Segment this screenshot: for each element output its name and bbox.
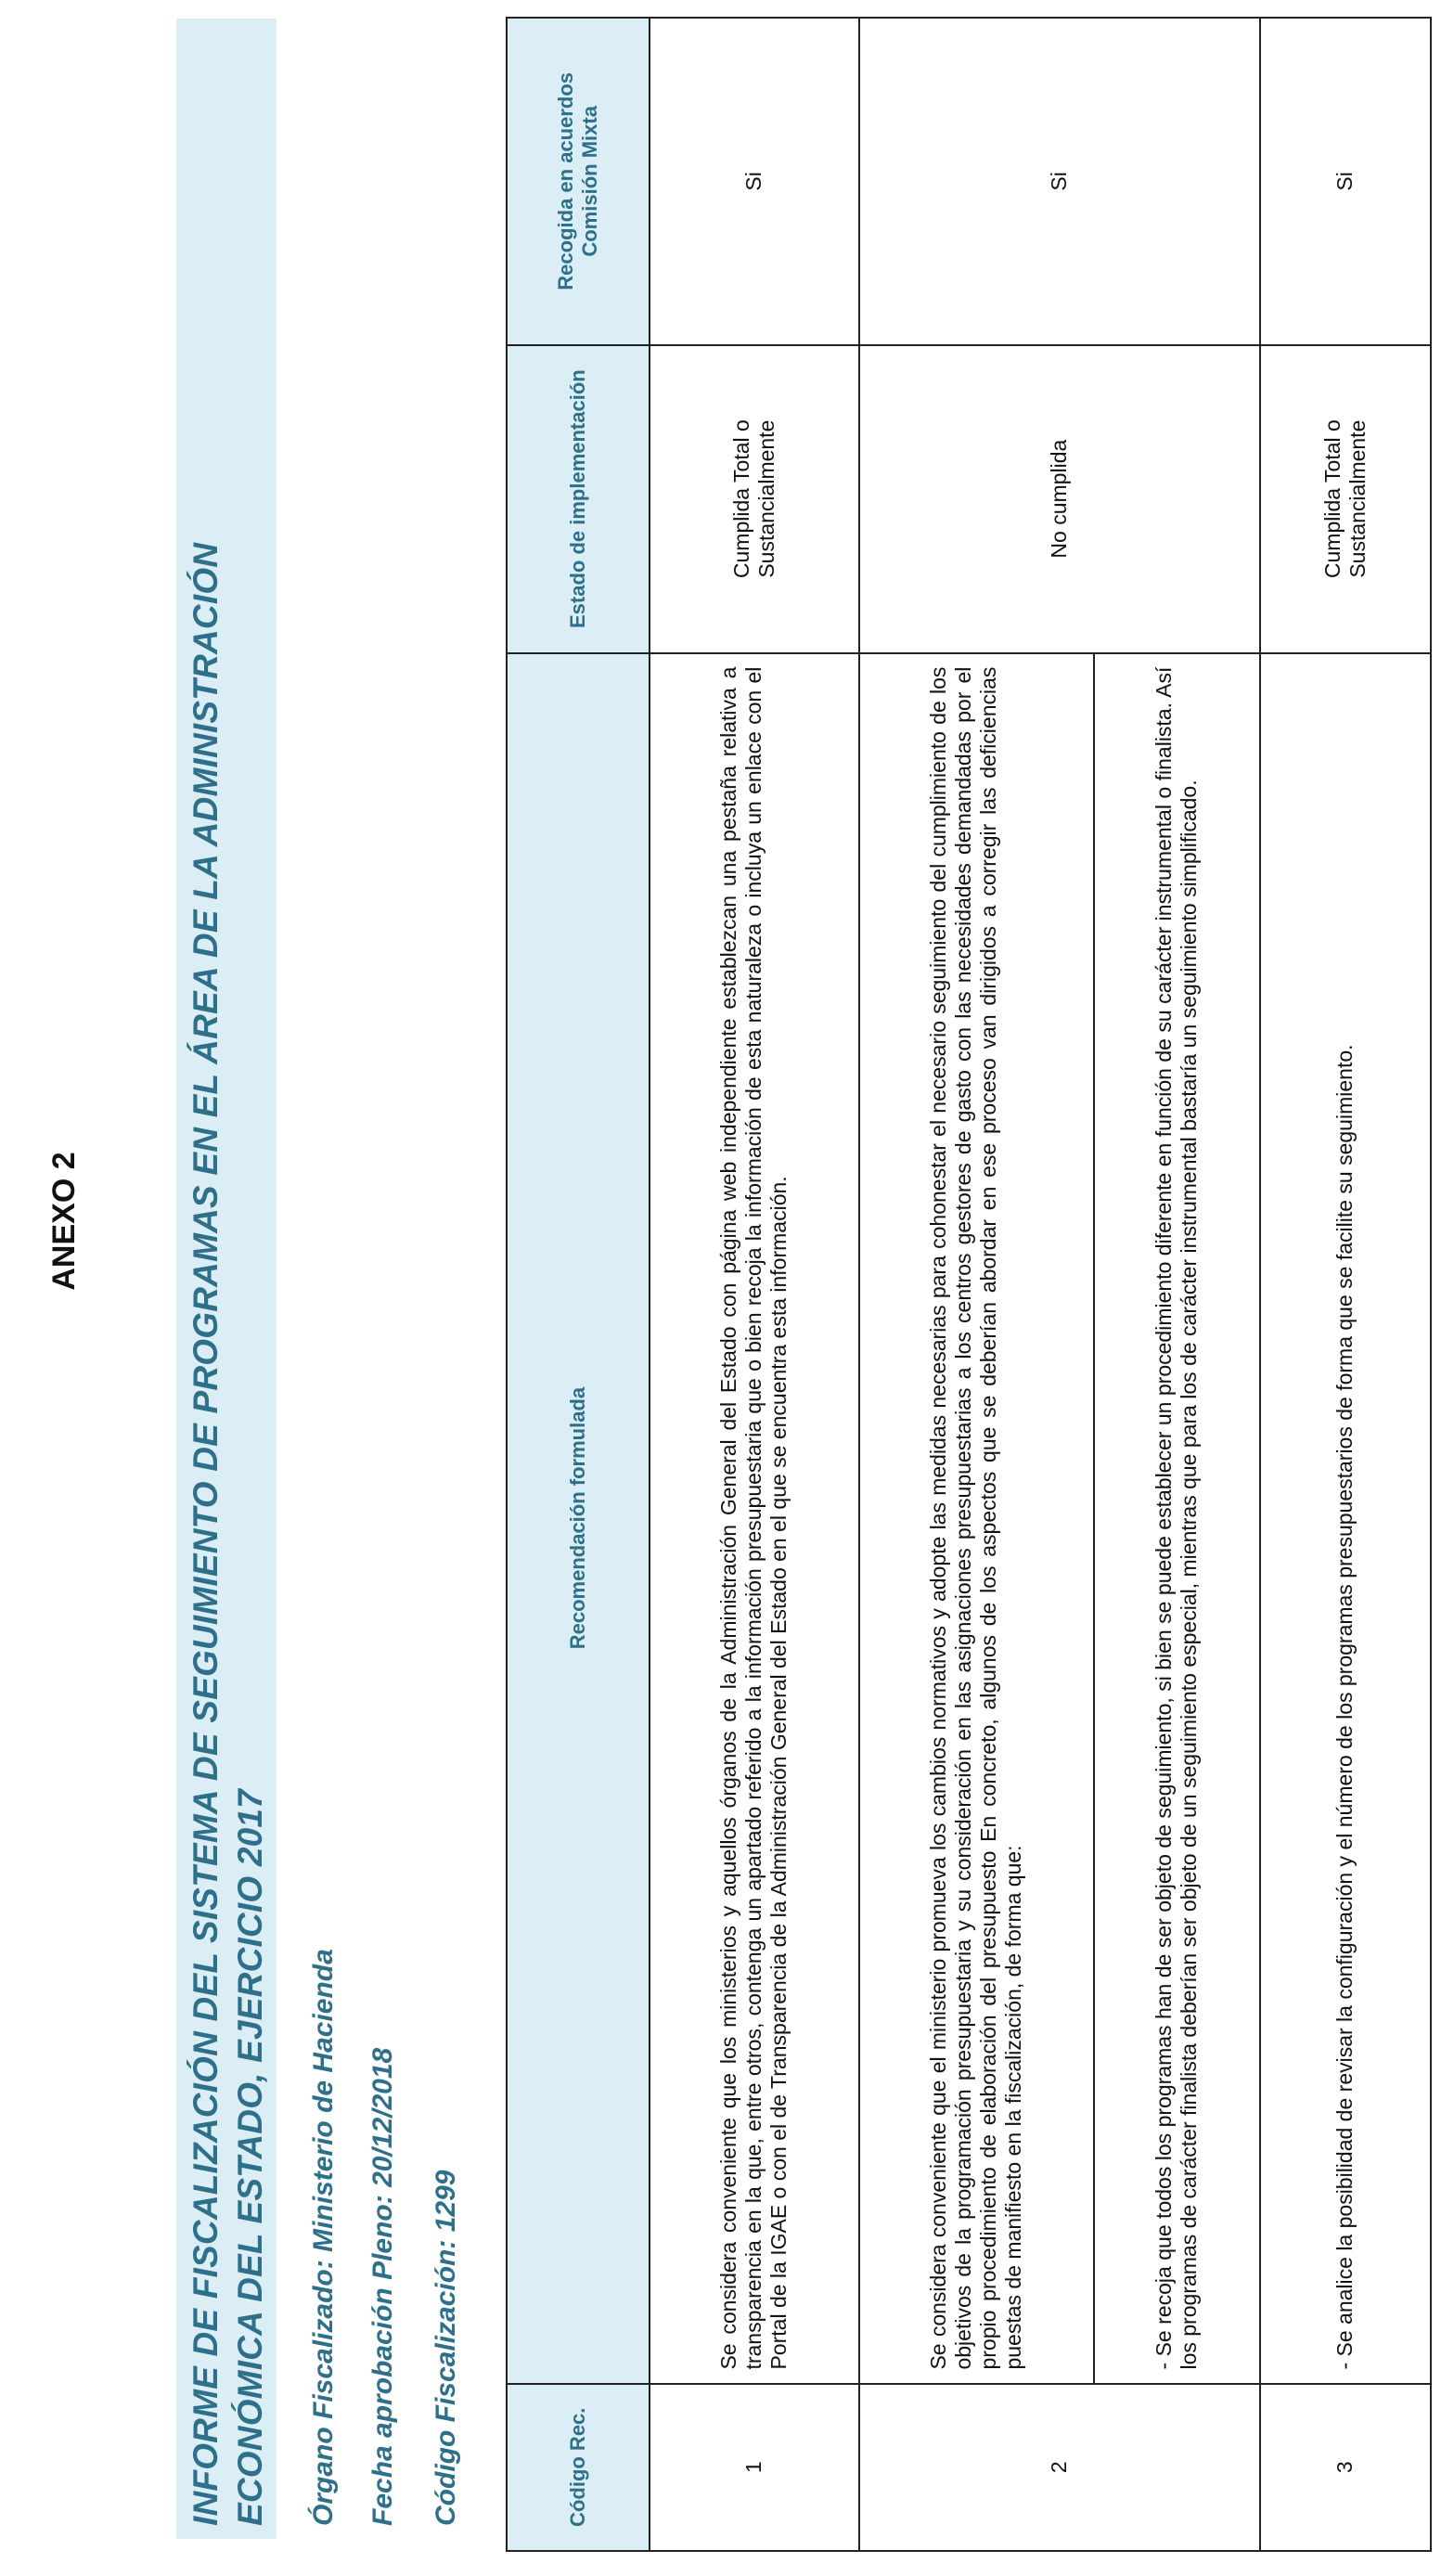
table-header-row — [507, 18, 650, 2551]
row2-recogida: Si — [859, 18, 1260, 345]
header-codigo: Código Rec. — [507, 2384, 650, 2551]
row1-estado: Cumplida Total o Sustancialmente — [650, 345, 859, 653]
fecha-aprobacion: Fecha aprobación Pleno: 20/12/2018 — [367, 2047, 398, 2526]
table-row — [1260, 18, 1431, 2551]
row2-codigo: 2 — [859, 2384, 1260, 2551]
organo-fiscalizado: Órgano Fiscalizado: Ministerio de Hacienda — [308, 1949, 339, 2526]
report-title-line1: INFORME DE FISCALIZACIÓN DEL SISTEMA DE SEGUIMIENTO DE PROGRAMAS EN EL ÁREA DE LA ADMINISTRACIÓN — [187, 542, 225, 2526]
header-recomendacion: Recomendación formulada — [507, 653, 650, 2384]
row2-recomendacion-sub: - Se recoja que todos los programas han de ser objeto de seguimiento, si bien se puede establecer un procedimiento diferente en función de su carácter instrumental o finalista. Así los programas de carácter finalista deberían ser objeto de un seguimiento especial, mientras que para los de carácter instrumental bastaría un seguimiento simplificado. — [1094, 653, 1260, 2384]
table-row — [650, 18, 859, 2551]
header-recogida: Recogida en acuerdos Comisión Mixta — [507, 18, 650, 345]
header-estado: Estado de implementación — [507, 345, 650, 653]
row1-recomendacion: Se considera conveniente que los ministerios y aquellos órganos de la Administración General del Estado con página web independiente establezcan una pestaña relativa a transparencia en la que, entre otros, contenga un apartado referido a la información presupuestaria que o bien recoja la información de esta naturaleza o incluya un enlace con el Portal de la IGAE o con el de Transparencia de la Administración General del Estado en el que se encuentra esta información. — [650, 653, 859, 2384]
recommendations-table — [506, 17, 1432, 2552]
codigo-fiscalizacion: Código Fiscalización: 1299 — [431, 2170, 461, 2526]
row2-recomendacion: Se considera conveniente que el ministerio promueva los cambios normativos y adopte las medidas necesarias para cohonestar el necesario seguimiento del cumplimiento de los objetivos de la programación presupuestaria y su consideración en las asignaciones presupuestarias a los centros gestores de gasto con las necesidades demandadas por el propio procedimiento de elaboración del presupuesto En concreto, algunos de los aspectos que se deberían abordar en ese proceso van dirigidos a corregir las deficiencias puestas de manifiesto en la fiscalización, de forma que: — [859, 653, 1094, 2384]
annex-title: ANEXO 2 — [46, 1152, 82, 1291]
row3-recomendacion: - Se analice la posibilidad de revisar la configuración y el número de los programas presupuestarios de forma que se facilite su seguimiento. — [1260, 653, 1431, 2384]
row3-estado: Cumplida Total o Sustancialmente — [1260, 345, 1431, 653]
row2-estado: No cumplida — [859, 345, 1260, 653]
row3-codigo: 3 — [1260, 2384, 1431, 2551]
row1-recogida: Si — [650, 18, 859, 345]
row1-codigo: 1 — [650, 2384, 859, 2551]
row3-recogida: Si — [1260, 18, 1431, 345]
report-title-line2: ECONÓMICA DEL ESTADO, EJERCICIO 2017 — [231, 1789, 269, 2526]
table-row — [859, 18, 1094, 2551]
report-title-box — [176, 19, 277, 2539]
